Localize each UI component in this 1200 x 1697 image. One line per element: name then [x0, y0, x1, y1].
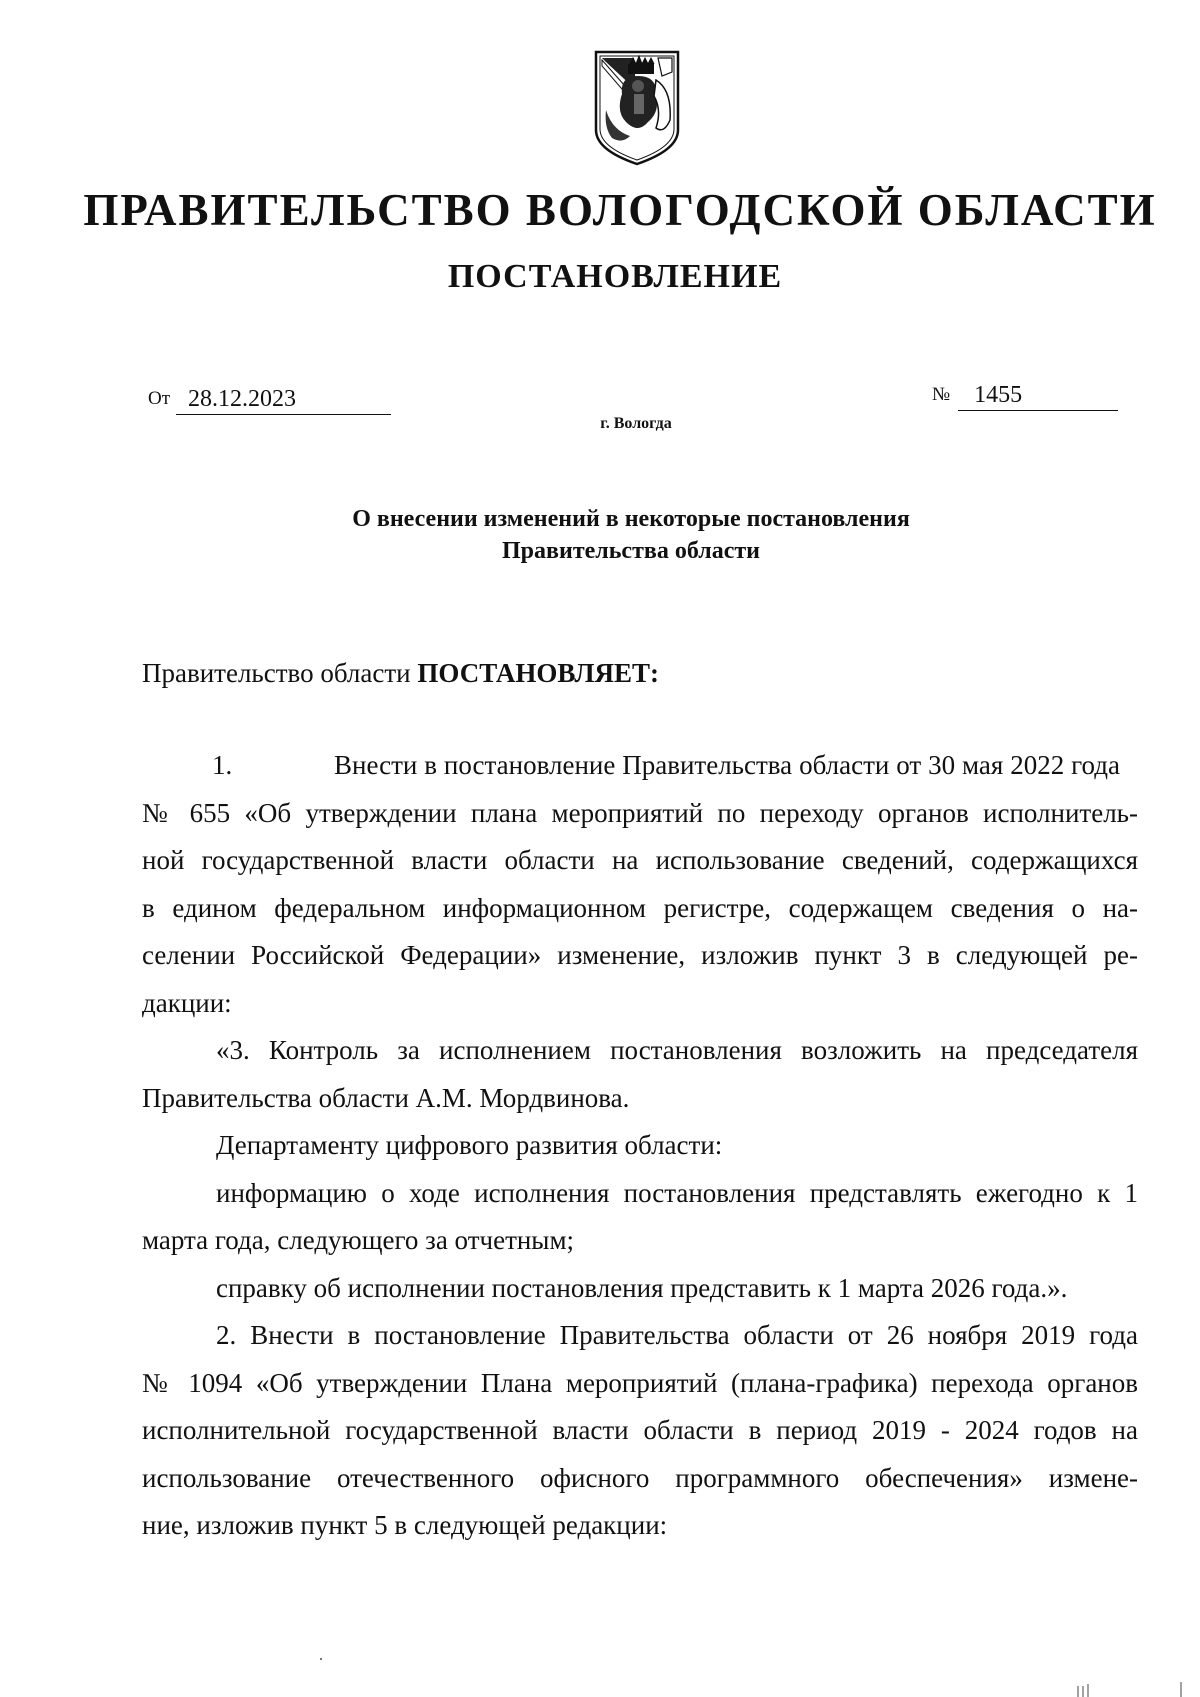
vologda-coat-of-arms-icon	[592, 50, 682, 166]
scan-speck	[320, 1658, 322, 1660]
date-value: 28.12.2023	[176, 384, 391, 415]
paragraph-line: ние, изложив пункт 5 в следующей редакции:	[142, 1510, 668, 1540]
document-date	[148, 384, 391, 415]
paragraph-number: 1.	[212, 750, 233, 780]
scan-edge-marks	[1075, 1680, 1185, 1697]
paragraph-line	[142, 742, 1138, 790]
quoted-paragraph	[142, 1027, 1138, 1122]
paragraph-line: 2. Внести в постановление Правительства области от 26 ноября 2019 года	[216, 1320, 1138, 1350]
paragraph-line: дакции:	[142, 987, 232, 1018]
paragraph-line: ной государственной власти области на использование сведений, содержащихся	[142, 845, 1138, 875]
paragraph-line: в едином федеральном информационном регистре, содержащем сведения о на-	[142, 892, 1138, 923]
paragraph-line: информацию о ходе исполнения постановления представлять ежегодно к 1	[216, 1177, 1138, 1208]
paragraph-line: «3. Контроль за исполнением постановления возложить на председателя	[216, 1035, 1138, 1065]
preamble-decree-word: ПОСТАНОВЛЯЕТ:	[417, 658, 659, 688]
paragraph-line: № 1094 «Об утверждении Плана мероприятий (плана-графика) перехода органов	[142, 1367, 1138, 1398]
document-subject	[0, 503, 1200, 567]
organization-title: ПРАВИТЕЛЬСТВО ВОЛОГОДСКОЙ ОБЛАСТИ	[83, 185, 1157, 235]
info-paragraph	[142, 1170, 1138, 1265]
paragraph-1	[142, 742, 1138, 1027]
department-line: Департаменту цифрового развития области:	[216, 1130, 723, 1160]
date-label: От	[148, 388, 171, 409]
paragraph-line: № 655 «Об утверждении плана мероприятий по переходу органов исполнитель-	[142, 797, 1138, 828]
subject-line: Правительства области	[502, 538, 760, 564]
number-label: №	[932, 384, 951, 405]
paragraph-2	[142, 1312, 1138, 1550]
document-type-heading: ПОСТАНОВЛЕНИЕ	[447, 258, 783, 295]
paragraph-line: использование отечественного офисного программного обеспечения» измене-	[142, 1462, 1138, 1493]
document-body	[142, 742, 1138, 1550]
number-value: 1455	[958, 380, 1118, 411]
paragraph-line: исполнительной государственной власти области в период 2019 - 2024 годов на	[142, 1415, 1138, 1445]
city-name: г. Вологда	[600, 415, 672, 432]
document-number	[932, 380, 1118, 411]
preamble	[142, 658, 659, 689]
preamble-text: Правительство области	[142, 658, 411, 688]
paragraph-line: Правительства области А.М. Мордвинова.	[142, 1082, 630, 1113]
subject-line: О внесении изменений в некоторые постановления	[352, 506, 910, 532]
paragraph-line: марта года, следующего за отчетным;	[142, 1225, 575, 1255]
report-line: справку об исполнении постановления представить к 1 марта 2026 года.».	[216, 1272, 1068, 1303]
paragraph-line: селении Российской Федерации» изменение, изложив пункт 3 в следующей ре-	[142, 940, 1138, 970]
paragraph-line-text: Внести в постановление Правительства области от 30 мая 2022 года	[334, 750, 1120, 780]
